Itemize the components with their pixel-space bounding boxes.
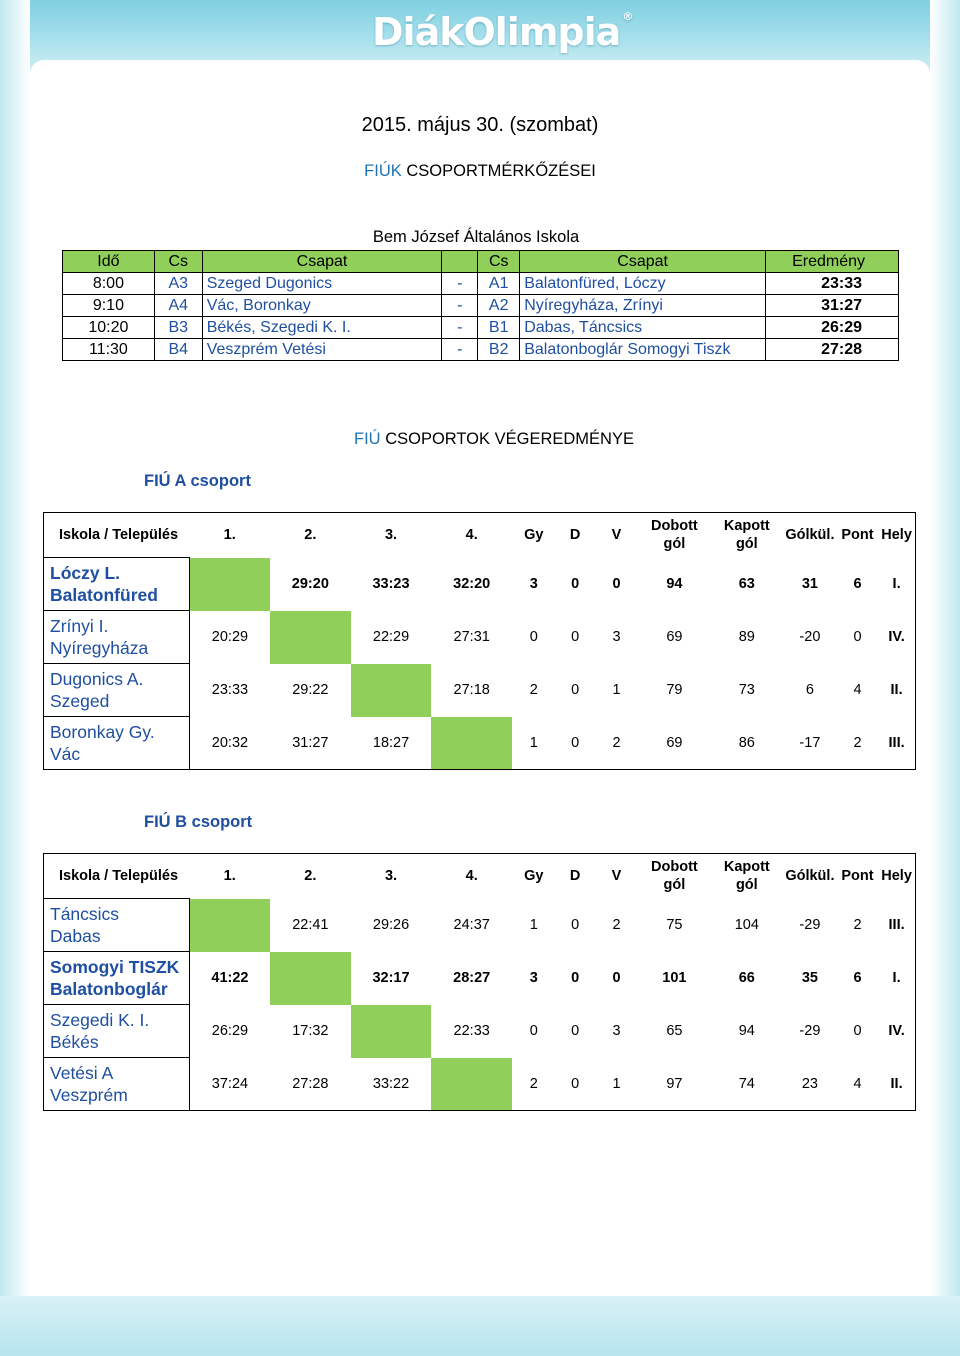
header-rank: Hely xyxy=(878,854,915,899)
header-opponent-2: 2. xyxy=(270,854,351,899)
match-team: Dabas, Táncsics xyxy=(520,317,766,339)
self-match-cell xyxy=(270,611,351,664)
losses-value: 1 xyxy=(595,1058,638,1111)
header-opponent-3: 3. xyxy=(351,513,432,558)
match-group: B1 xyxy=(478,317,520,339)
points-value: 0 xyxy=(853,1023,862,1039)
match-group: B4 xyxy=(154,339,202,361)
points-value: 2 xyxy=(837,717,878,770)
goals-scored-value: 69 xyxy=(638,717,710,770)
header-sep xyxy=(442,251,478,273)
self-match-cell xyxy=(351,1005,432,1058)
table-row xyxy=(63,295,899,317)
wins-value: 0 xyxy=(529,629,538,645)
wins-value: 2 xyxy=(529,682,538,698)
match-team: Balatonfüred, Lóczy xyxy=(520,273,766,295)
standings-header-row xyxy=(44,854,916,899)
header-points: Pont xyxy=(837,854,878,899)
points-value: 0 xyxy=(853,629,862,645)
header-group: Cs xyxy=(154,251,202,273)
goal-difference-value: -20 xyxy=(799,629,821,645)
goals-conceded-value: 94 xyxy=(738,1023,755,1039)
self-match-cell xyxy=(189,558,270,611)
rank-value: I. xyxy=(878,558,915,611)
rank-value: III. xyxy=(878,717,915,770)
match-separator: - xyxy=(442,295,478,317)
header-team: Csapat xyxy=(520,251,766,273)
standings-row xyxy=(44,611,916,664)
page-frame-left xyxy=(0,0,30,1296)
goals-conceded-value: 86 xyxy=(711,717,783,770)
goals-scored-value: 97 xyxy=(638,1058,710,1111)
self-match-cell xyxy=(351,664,432,717)
school-name: Táncsics Dabas xyxy=(44,899,190,952)
match-score: 41:22 xyxy=(211,970,249,986)
header-goals-conceded: Kapott gól xyxy=(711,854,783,899)
self-match-cell xyxy=(270,952,351,1005)
wins-value: 3 xyxy=(529,970,538,986)
losses-value: 0 xyxy=(612,970,621,986)
match-team: Veszprém Vetési xyxy=(202,339,442,361)
rank-value: II. xyxy=(878,1058,915,1111)
match-score: 32:17 xyxy=(372,970,410,986)
match-score: 33:23 xyxy=(372,576,410,592)
match-schedule-table xyxy=(62,250,899,361)
wins-value: 3 xyxy=(529,576,538,592)
match-result: 26:29 xyxy=(766,317,899,339)
points-value: 4 xyxy=(837,1058,878,1111)
header-school: Iskola / Település xyxy=(44,513,190,558)
wins-value: 2 xyxy=(512,1058,555,1111)
school-name: Szegedi K. I. Békés xyxy=(44,1005,190,1058)
header-result: Eredmény xyxy=(766,251,899,273)
goal-difference-value: 23 xyxy=(783,1058,837,1111)
losses-value: 1 xyxy=(612,682,621,698)
header-goal-difference: Gólkül. xyxy=(783,513,837,558)
header-opponent-3: 3. xyxy=(351,854,432,899)
standings-row xyxy=(44,558,916,611)
table-row xyxy=(63,317,899,339)
rank-value: IV. xyxy=(878,1005,915,1058)
goal-difference-value: 31 xyxy=(801,576,818,592)
header-rank: Hely xyxy=(878,513,915,558)
match-score: 27:28 xyxy=(270,1058,351,1111)
draws-value: 0 xyxy=(571,682,580,698)
draws-value: 0 xyxy=(571,917,580,933)
section-title-final-standings: FIÚ CSOPORTOK VÉGEREDMÉNYE xyxy=(354,430,634,448)
group-b-title: FIÚ B csoport xyxy=(144,813,253,831)
match-separator: - xyxy=(442,273,478,295)
losses-value: 2 xyxy=(612,917,621,933)
group-a-title: FIÚ A csoport xyxy=(144,472,251,490)
table-header-row xyxy=(63,251,899,273)
match-score: 29:22 xyxy=(292,682,329,698)
draws-value: 0 xyxy=(555,717,594,770)
draws-value: 0 xyxy=(571,970,580,986)
diakolimpia-logo: DiákOlimpia ® xyxy=(372,10,633,54)
goals-conceded-value: 66 xyxy=(738,970,755,986)
match-score: 24:37 xyxy=(453,917,490,933)
header-group: Cs xyxy=(478,251,520,273)
losses-value: 3 xyxy=(612,1023,621,1039)
page-frame-bottom xyxy=(0,1296,960,1356)
match-separator: - xyxy=(442,339,478,361)
points-value: 6 xyxy=(853,970,862,986)
match-score: 20:29 xyxy=(211,629,249,645)
match-score: 32:20 xyxy=(453,576,491,592)
header-wins: Gy xyxy=(512,513,555,558)
match-score: 31:27 xyxy=(270,717,351,770)
table-row xyxy=(63,339,899,361)
match-score: 22:33 xyxy=(453,1023,490,1039)
match-group: A2 xyxy=(478,295,520,317)
rank-value: III. xyxy=(878,899,915,952)
match-score: 37:24 xyxy=(189,1058,270,1111)
header-goals-scored: Dobott gól xyxy=(638,854,710,899)
self-match-cell xyxy=(189,899,270,952)
school-name: Vetési A Veszprém xyxy=(44,1058,190,1111)
standings-row xyxy=(44,717,916,770)
match-time: 8:00 xyxy=(63,273,155,295)
match-score: 22:29 xyxy=(372,629,410,645)
header-opponent-1: 1. xyxy=(189,854,270,899)
standings-header-row xyxy=(44,513,916,558)
header-points: Pont xyxy=(837,513,878,558)
standings-row xyxy=(44,664,916,717)
draws-value: 0 xyxy=(571,629,580,645)
header-opponent-1: 1. xyxy=(189,513,270,558)
goal-difference-value: 35 xyxy=(801,970,818,986)
goals-conceded-value: 63 xyxy=(738,576,755,592)
school-name: Boronkay Gy. Vác xyxy=(44,717,190,770)
losses-value: 2 xyxy=(595,717,638,770)
header-draws: D xyxy=(555,854,594,899)
match-score: 26:29 xyxy=(211,1023,249,1039)
goals-conceded-value: 74 xyxy=(711,1058,783,1111)
page-frame-right xyxy=(930,0,960,1296)
match-result: 23:33 xyxy=(766,273,899,295)
section-title-group-matches: FIÚK CSOPORTMÉRKŐZÉSEI xyxy=(364,162,596,180)
goals-scored-value: 94 xyxy=(666,576,683,592)
group-a-standings-table xyxy=(43,512,916,770)
points-value: 6 xyxy=(853,576,862,592)
school-name: Lóczy L. Balatonfüred xyxy=(44,558,190,611)
points-value: 2 xyxy=(853,917,862,933)
header-draws: D xyxy=(555,513,594,558)
goals-scored-value: 101 xyxy=(662,970,687,986)
goals-conceded-value: 73 xyxy=(738,682,755,698)
match-group: A1 xyxy=(478,273,520,295)
draws-value: 0 xyxy=(571,576,580,592)
match-team: Nyíregyháza, Zrínyi xyxy=(520,295,766,317)
self-match-cell xyxy=(431,717,512,770)
rank-value: II. xyxy=(878,664,915,717)
header-opponent-2: 2. xyxy=(270,513,351,558)
losses-value: 0 xyxy=(612,576,621,592)
points-value: 4 xyxy=(853,682,862,698)
wins-value: 1 xyxy=(512,717,555,770)
rank-value: IV. xyxy=(878,611,915,664)
header-goals-scored: Dobott gól xyxy=(638,513,710,558)
self-match-cell xyxy=(431,1058,512,1111)
match-group: A3 xyxy=(154,273,202,295)
header-time: Idő xyxy=(63,251,155,273)
goals-scored-value: 79 xyxy=(666,682,683,698)
match-group: A4 xyxy=(154,295,202,317)
goals-scored-value: 65 xyxy=(666,1023,683,1039)
draws-value: 0 xyxy=(555,1058,594,1111)
header-goal-difference: Gólkül. xyxy=(783,854,837,899)
match-score: 17:32 xyxy=(292,1023,329,1039)
match-time: 9:10 xyxy=(63,295,155,317)
wins-value: 1 xyxy=(529,917,538,933)
header-losses: V xyxy=(595,854,638,899)
goal-difference-value: 6 xyxy=(805,682,814,698)
header-team: Csapat xyxy=(202,251,442,273)
match-score: 29:20 xyxy=(291,576,329,592)
match-score: 23:33 xyxy=(211,682,249,698)
match-score: 20:32 xyxy=(189,717,270,770)
match-score: 33:22 xyxy=(351,1058,432,1111)
match-separator: - xyxy=(442,317,478,339)
rank-value: I. xyxy=(878,952,915,1005)
event-date: 2015. május 30. (szombat) xyxy=(361,114,599,136)
match-group: B2 xyxy=(478,339,520,361)
goals-scored-value: 75 xyxy=(666,917,683,933)
match-team: Balatonboglár Somogyi Tiszk xyxy=(520,339,766,361)
goal-difference-value: -29 xyxy=(799,917,821,933)
goals-scored-value: 69 xyxy=(666,629,683,645)
match-result: 27:28 xyxy=(766,339,899,361)
header-opponent-4: 4. xyxy=(431,854,512,899)
goals-conceded-value: 89 xyxy=(738,629,755,645)
match-score: 18:27 xyxy=(351,717,432,770)
draws-value: 0 xyxy=(571,1023,580,1039)
match-time: 10:20 xyxy=(63,317,155,339)
school-name: Somogyi TISZK Balatonboglár xyxy=(44,952,190,1005)
match-score: 27:18 xyxy=(453,682,490,698)
header-losses: V xyxy=(595,513,638,558)
goals-conceded-value: 104 xyxy=(734,917,759,933)
standings-row xyxy=(44,1058,916,1111)
wins-value: 0 xyxy=(529,1023,538,1039)
losses-value: 3 xyxy=(612,629,621,645)
match-group: B3 xyxy=(154,317,202,339)
header-goals-conceded: Kapott gól xyxy=(711,513,783,558)
group-b-standings-table xyxy=(43,853,916,1111)
standings-row xyxy=(44,899,916,952)
goal-difference-value: -17 xyxy=(783,717,837,770)
table-row xyxy=(63,273,899,295)
match-score: 29:26 xyxy=(372,917,410,933)
school-name: Dugonics A. Szeged xyxy=(44,664,190,717)
match-team: Vác, Boronkay xyxy=(202,295,442,317)
match-score: 22:41 xyxy=(292,917,329,933)
header-wins: Gy xyxy=(512,854,555,899)
match-score: 27:31 xyxy=(453,629,490,645)
venue-name: Bem József Általános Iskola xyxy=(372,228,580,246)
header-opponent-4: 4. xyxy=(431,513,512,558)
match-result: 31:27 xyxy=(766,295,899,317)
school-name: Zrínyi I. Nyíregyháza xyxy=(44,611,190,664)
standings-row xyxy=(44,952,916,1005)
match-team: Békés, Szegedi K. I. xyxy=(202,317,442,339)
match-time: 11:30 xyxy=(63,339,155,361)
header-school: Iskola / Település xyxy=(44,854,190,899)
match-score: 28:27 xyxy=(453,970,491,986)
standings-row xyxy=(44,1005,916,1058)
goal-difference-value: -29 xyxy=(799,1023,821,1039)
match-team: Szeged Dugonics xyxy=(202,273,442,295)
